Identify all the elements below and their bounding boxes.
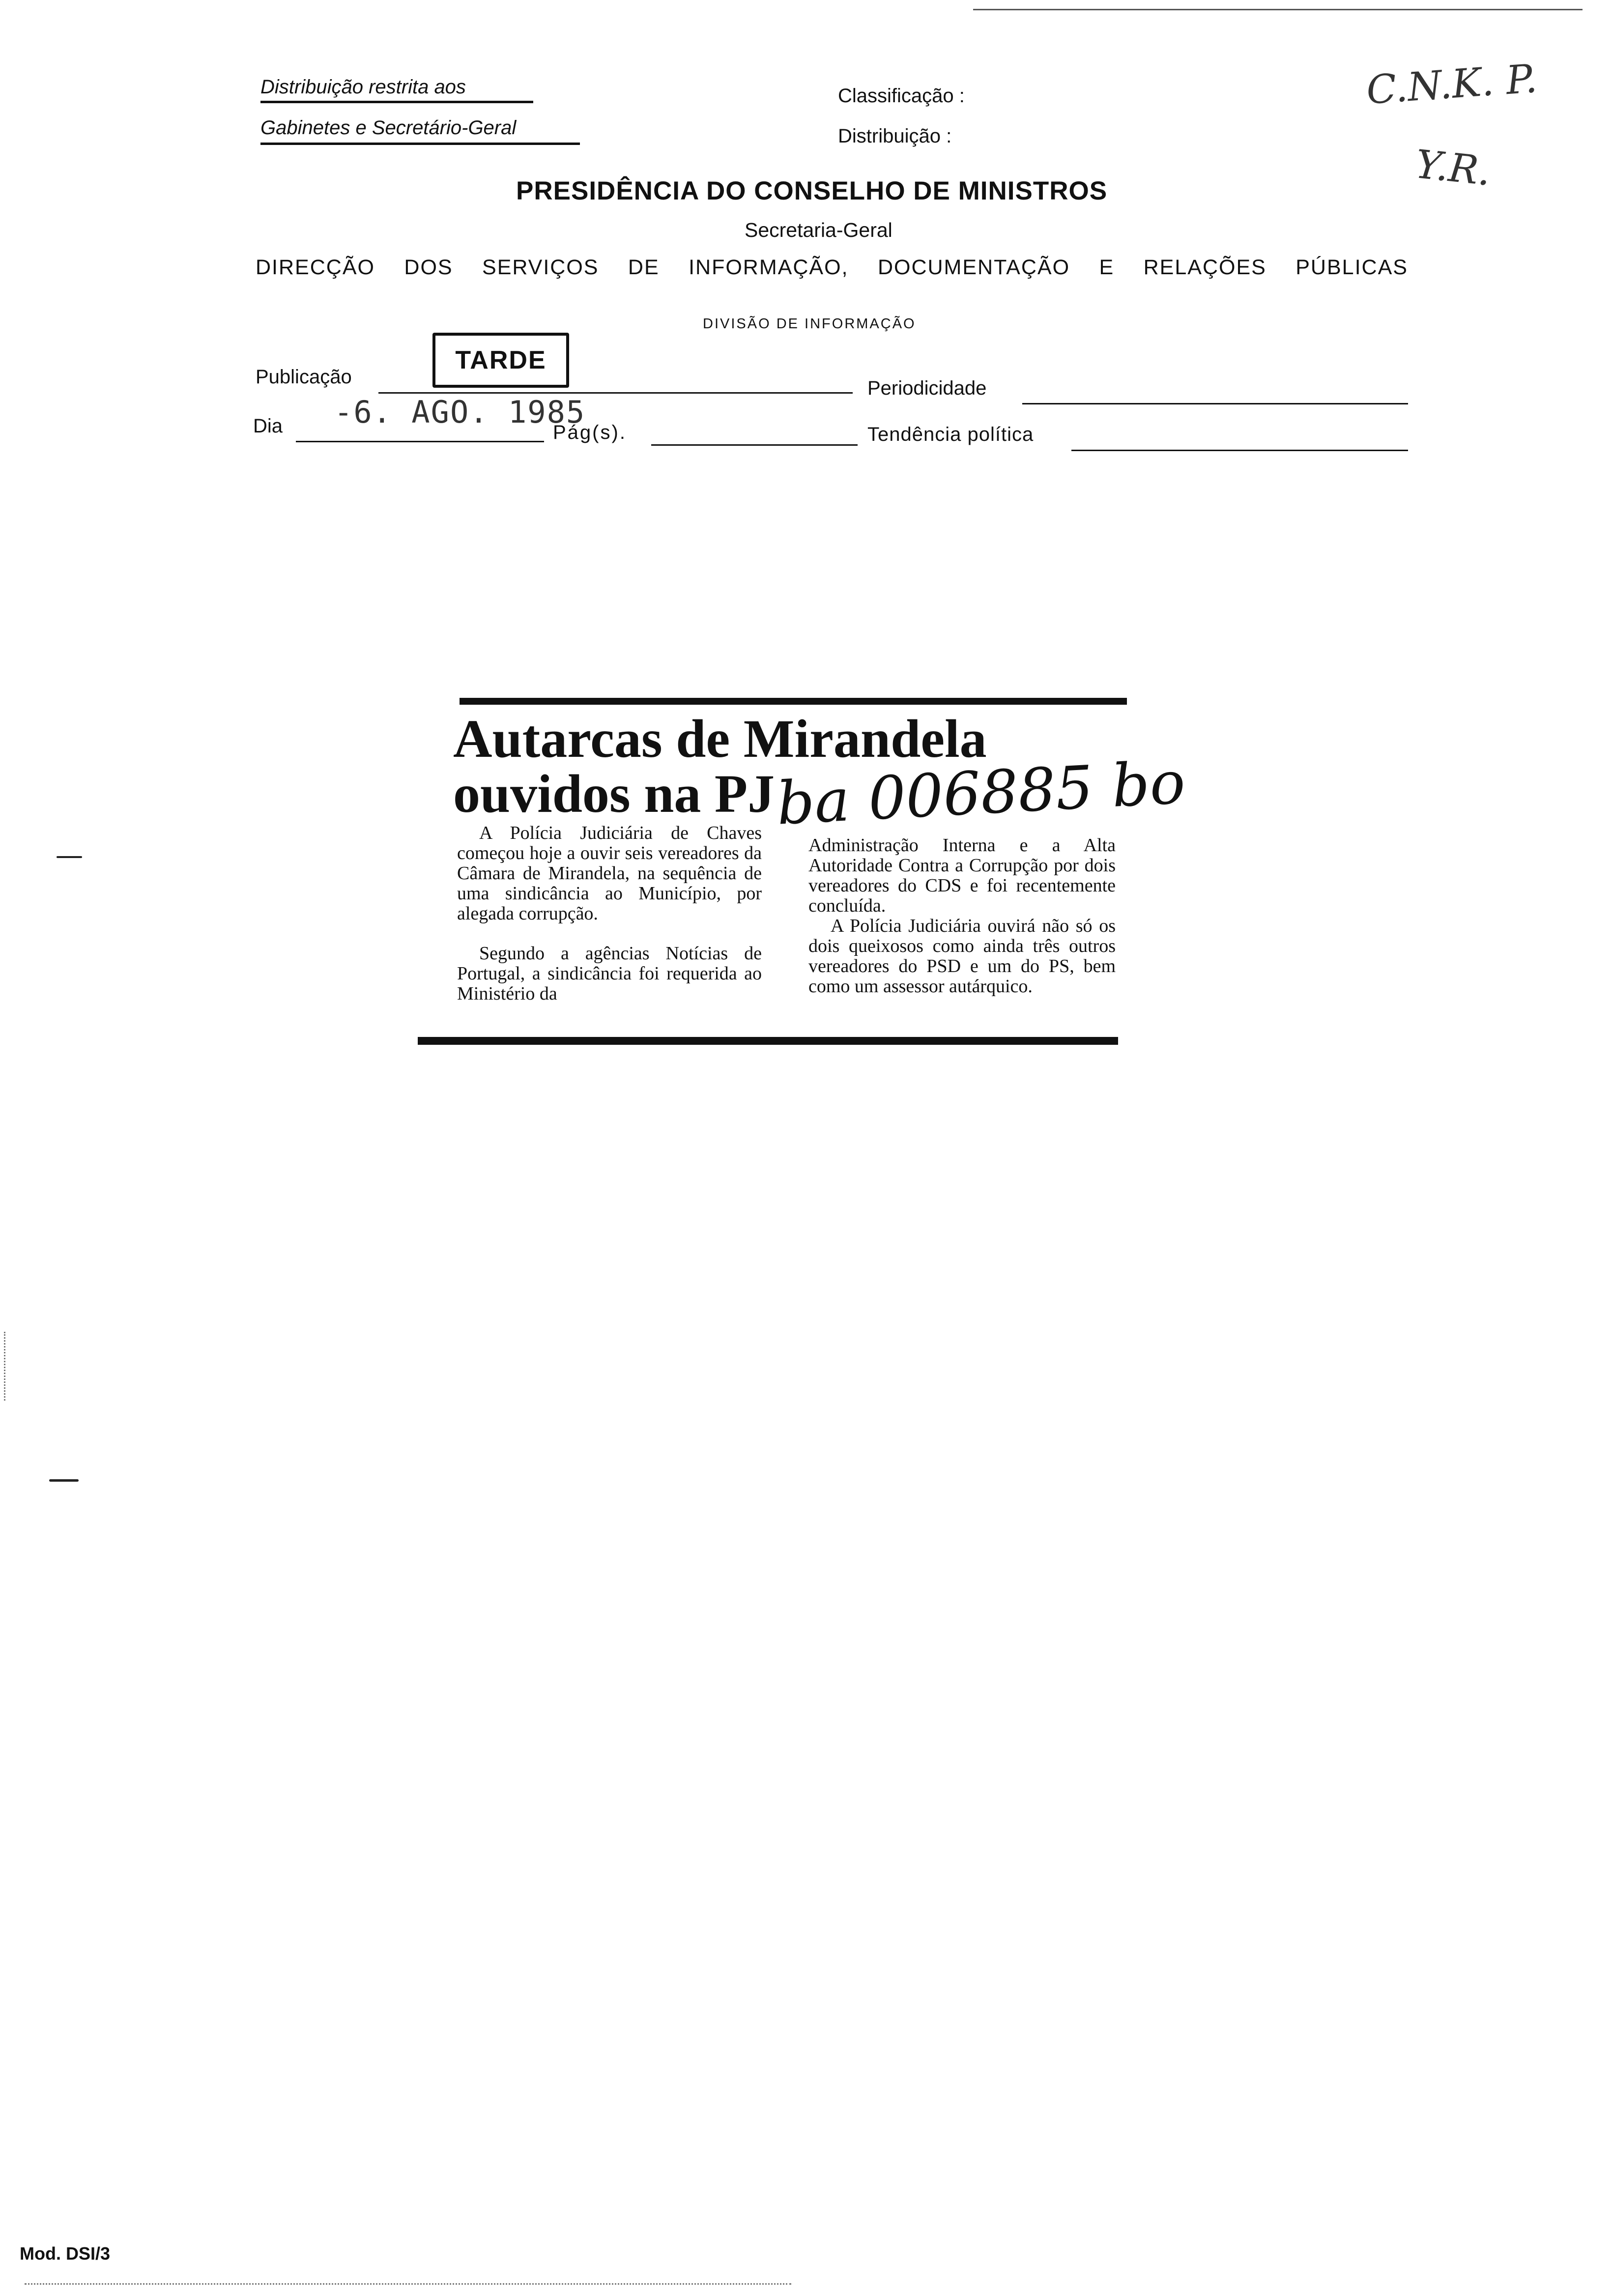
dia-field-line — [296, 441, 544, 442]
clipping-bottom-rule — [418, 1037, 1118, 1045]
article-column-2 — [808, 835, 1116, 997]
publicacao-stamp: TARDE — [432, 333, 569, 388]
distribution-underline-1 — [260, 101, 533, 103]
classificacao-label: Classificação : — [838, 85, 965, 107]
distribution-underline-2 — [260, 143, 580, 145]
distribuicao-label: Distribuição : — [838, 125, 952, 147]
direccao-word: PÚBLICAS — [1295, 256, 1408, 279]
form-code: Mod. DSI/3 — [20, 2243, 111, 2264]
direccao-word: DIRECÇÃO — [256, 256, 375, 279]
date-stamp: -6. AGO. 1985 — [334, 394, 586, 430]
secretaria-geral: Secretaria-Geral — [745, 219, 892, 241]
margin-punch-mark — [49, 1479, 79, 1482]
paginas-label: Pág(s). — [553, 422, 627, 443]
periodicidade-label: Periodicidade — [867, 377, 987, 399]
bottom-scan-noise — [25, 2283, 791, 2285]
article-column-1 — [457, 823, 762, 1004]
direccao-word: DOS — [404, 256, 453, 279]
distribution-restriction-line2: Gabinetes e Secretário-Geral — [260, 117, 517, 139]
article-paragraph: Segundo a agências Notícias de Portugal, a sindicância foi requerida ao Ministério da — [457, 943, 762, 1004]
handwritten-document-number: ba 006885 bo — [775, 748, 1187, 838]
direccao-word: INFORMAÇÃO, — [689, 256, 849, 279]
publicacao-field-line — [378, 392, 853, 394]
divisao-informacao: DIVISÃO DE INFORMAÇÃO — [703, 316, 916, 332]
institution-name: PRESIDÊNCIA DO CONSELHO DE MINISTROS — [516, 176, 1108, 205]
direccao-word: E — [1099, 256, 1115, 279]
tendencia-politica-field-line — [1071, 450, 1408, 451]
periodicidade-field-line — [1022, 403, 1408, 404]
dia-label: Dia — [253, 415, 283, 437]
direccao-word: SERVIÇOS — [482, 256, 599, 279]
direccao-word: RELAÇÕES — [1143, 256, 1267, 279]
distribution-restriction-line1: Distribuição restrita aos — [260, 76, 466, 98]
headline-line1: Autarcas de Mirandela — [453, 709, 987, 769]
clipping-top-rule — [460, 698, 1127, 705]
top-edge-rule — [973, 9, 1583, 10]
headline-line2: ouvidos na PJ — [453, 764, 775, 824]
handwritten-initials: Y.R. — [1413, 141, 1494, 195]
margin-scan-dots — [4, 1332, 5, 1401]
publicacao-label: Publicação — [256, 366, 352, 388]
direccao-title — [256, 256, 1408, 280]
article-paragraph: Administração Interna e a Alta Autoridade Contra a Corrupção por dois vereadores do CDS e foi recentemente concluída. — [808, 835, 1116, 916]
article-paragraph: A Polícia Judiciária ouvirá não só os dois queixosos como ainda três outros vereadores do PSD e um do PS, bem como um assessor autárquico. — [808, 916, 1116, 997]
tendencia-politica-label: Tendência política — [867, 424, 1034, 445]
handwritten-reference: C.N.K. P. — [1365, 55, 1539, 114]
article-paragraph: A Polícia Judiciária de Chaves começou hoje a ouvir seis vereadores da Câmara de Mirandela, na sequência de uma sindicância ao Município, por alegada corrupção. — [457, 823, 762, 924]
margin-punch-mark — [57, 856, 82, 858]
paginas-field-line — [651, 444, 858, 446]
direccao-word: DE — [628, 256, 660, 279]
direccao-word: DOCUMENTAÇÃO — [877, 256, 1070, 279]
